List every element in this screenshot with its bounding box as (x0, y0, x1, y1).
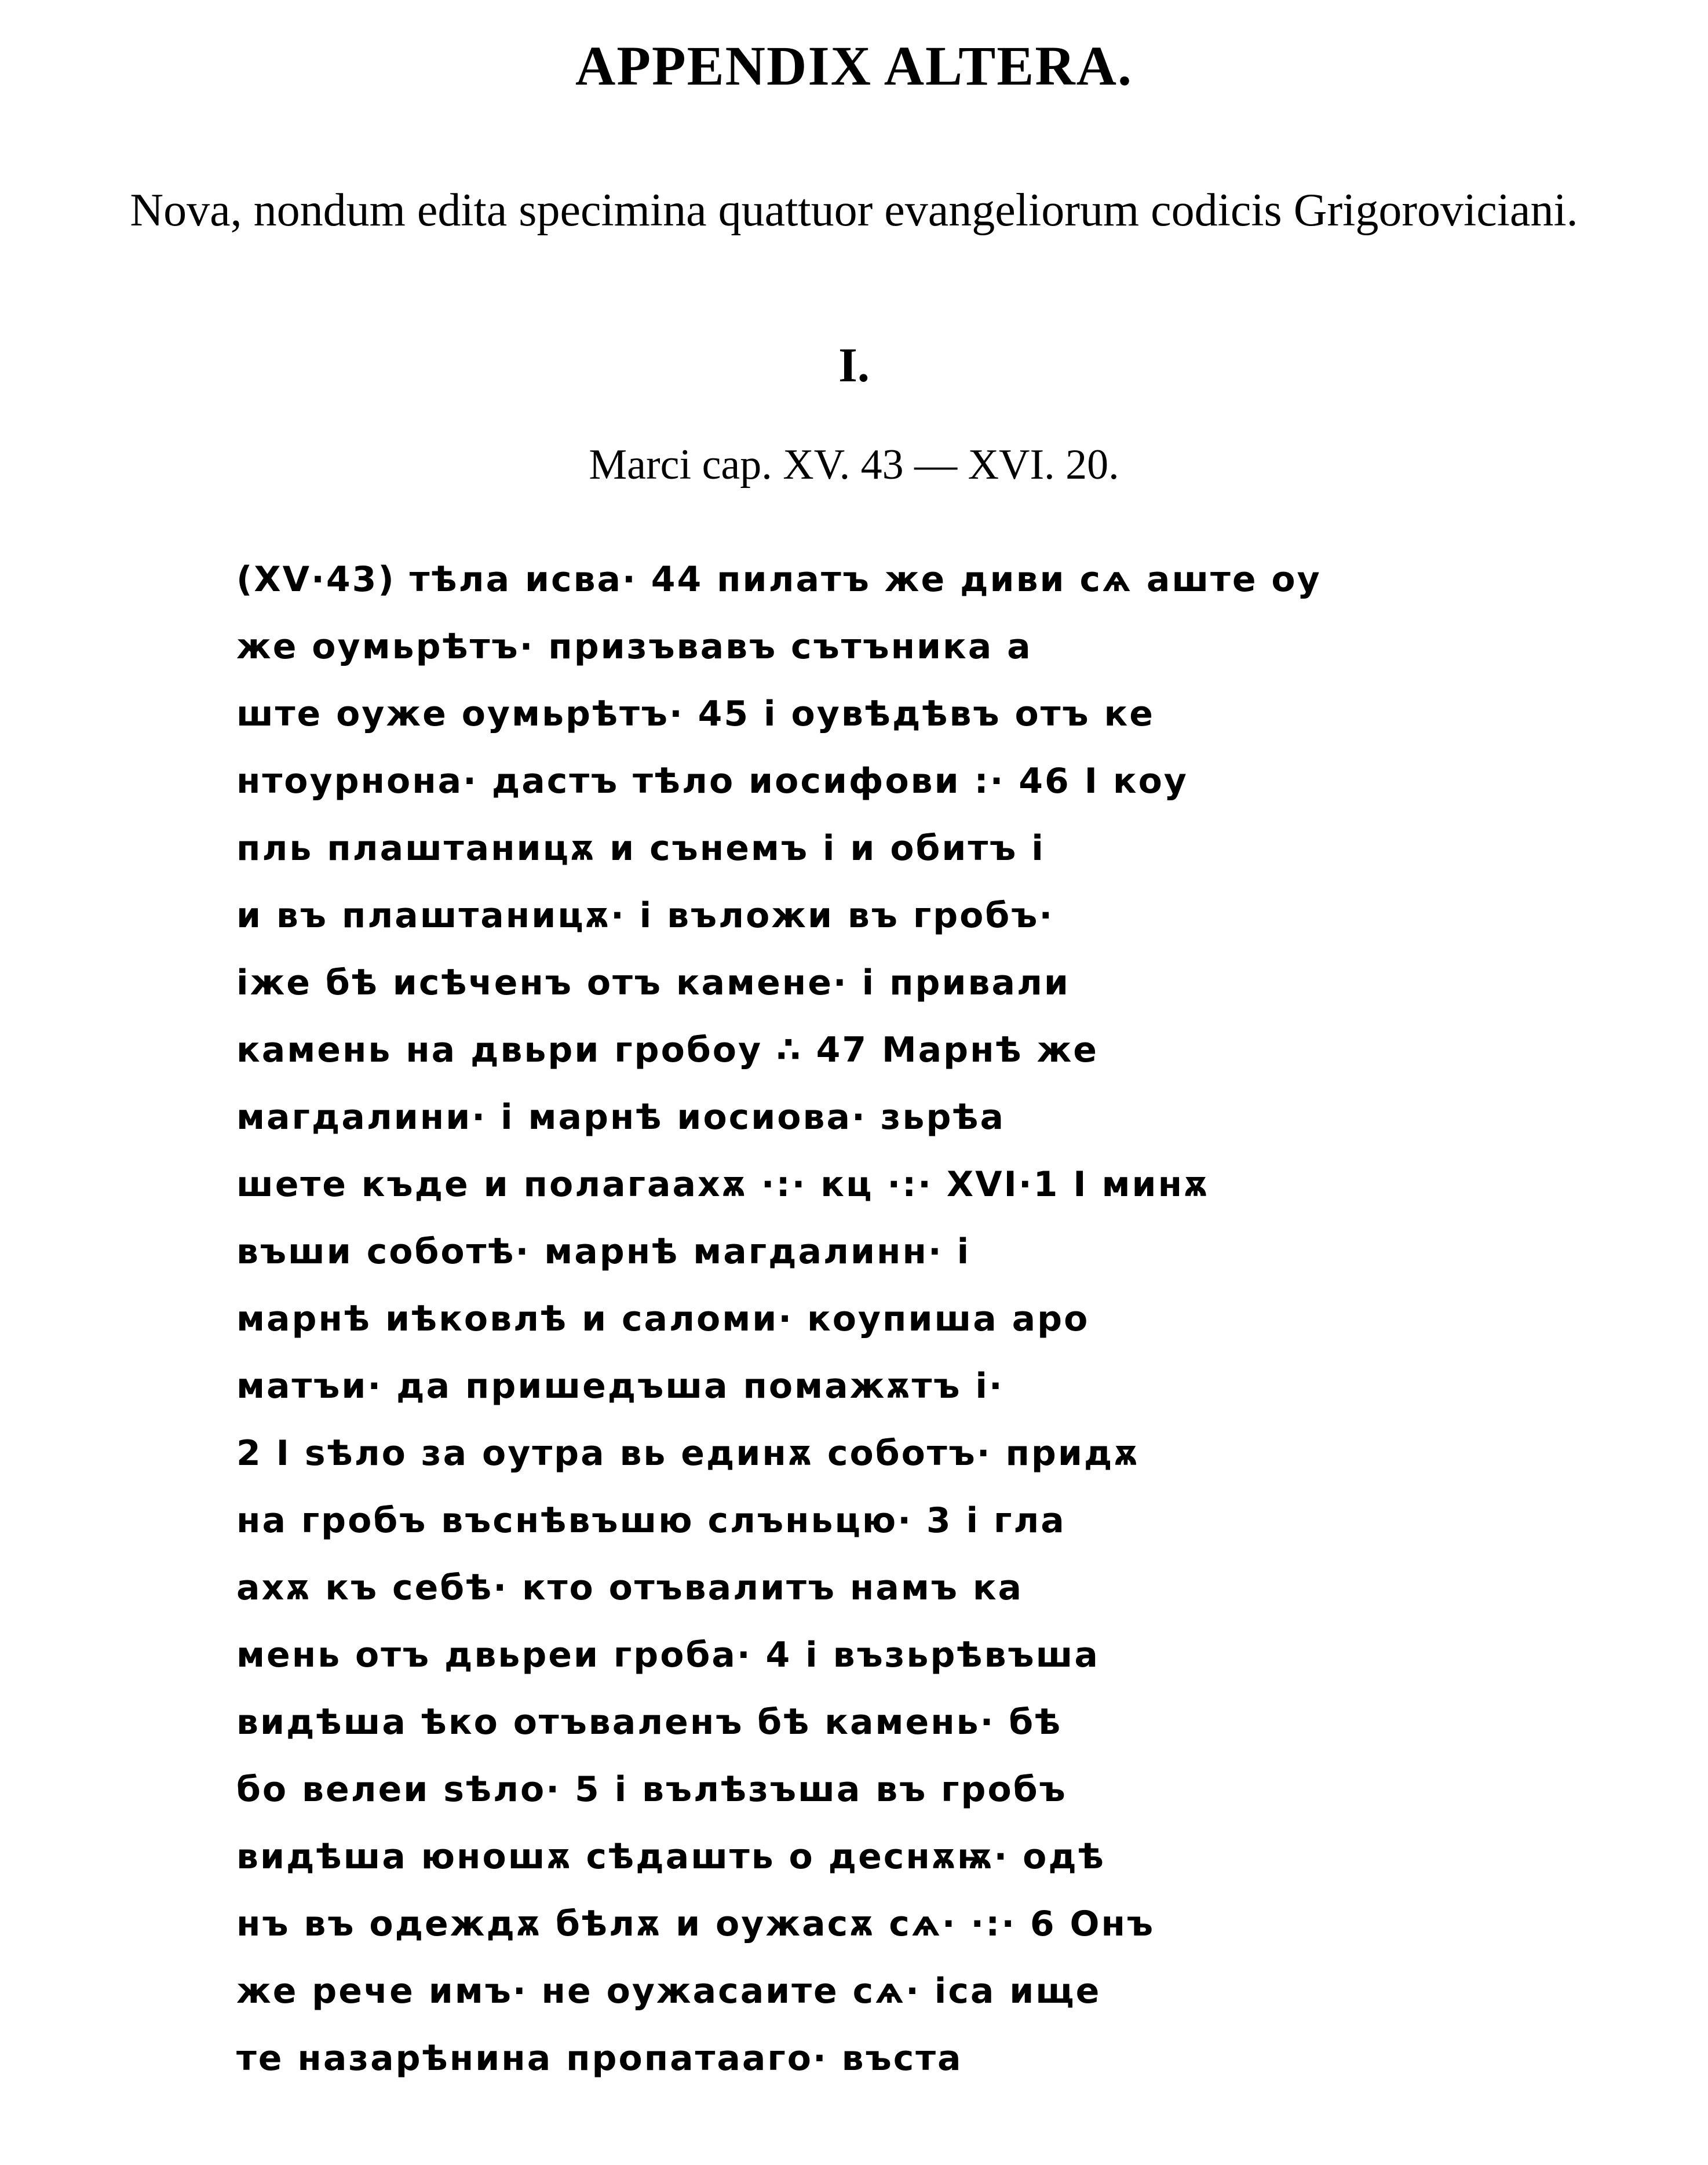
text-line: те назарѣнина пропатааго· въста (236, 2038, 963, 2079)
text-line: видѣша юношѫ сѣдашть о деснѫѭ· одѣ (236, 1836, 1105, 1877)
text-line: ште оуже оумьрѣтъ· 45 і оувѣдѣвъ отъ ке (236, 694, 1155, 734)
text-line: видѣша ѣко отъваленъ бѣ камень· бѣ (236, 1702, 1063, 1743)
text-line: и въ плаштаницѫ· і вълoжи въ гробъ· (236, 895, 1054, 936)
text-line: ахѫ къ себѣ· кто отъвалитъ намъ ка (236, 1568, 1024, 1608)
manuscript-text-block (236, 546, 1488, 2092)
text-line: іже бѣ исѣченъ отъ камене· і привали (236, 963, 1070, 1003)
text-line: марнѣ иѣковлѣ и саломи· коупиша аро (236, 1299, 1090, 1339)
text-line: пль плаштаницѫ и сънемъ і и обитъ і (236, 828, 1045, 869)
text-line: же рече имъ· не оужасаите сѧ· іса ище (236, 1971, 1101, 2011)
text-line: шете къде и полагаахѫ ·:· кц ·:· XVI·1 І минѫ (236, 1164, 1210, 1205)
text-line: въши соботѣ· марнѣ магдалинн· і (236, 1231, 971, 1272)
text-line: нъ въ одеждѫ бѣлѫ и оужасѫ сѧ· ·:· 6 Онъ (236, 1904, 1155, 1944)
page-subtitle: Nova, nondum edita specimina quattuor evangeliorum codicis Grigoroviciani. (130, 185, 1578, 236)
section-reference: Marci cap. XV. 43 — XVI. 20. (589, 441, 1119, 489)
text-line: нтоурнона· дастъ тѣло иосифови :· 46 І коу (236, 761, 1188, 801)
text-line: 2 І ѕѣло за оутра вь единѫ соботъ· придѫ (236, 1433, 1140, 1474)
text-line: камень на двьри гробоу ∴ 47 Марнѣ же (236, 1030, 1098, 1070)
text-line: бо велеи ѕѣло· 5 і вълѣзъша въ гробъ (236, 1769, 1067, 1810)
text-line: на гробъ въснѣвъшю слъньцю· 3 і гла (236, 1500, 1066, 1541)
text-line: матъи· да пришедъша помажѫтъ і· (236, 1366, 1004, 1406)
text-line: магдалини· і марнѣ иосиова· зьрѣа (236, 1097, 1006, 1138)
text-line: мень отъ двьреи гроба· 4 і възьрѣвъша (236, 1635, 1100, 1675)
text-line: (XV·43) тѣла исва· 44 пилатъ же диви сѧ аште оу (236, 559, 1322, 600)
page-title: APPENDIX ALTERA. (575, 35, 1133, 97)
section-numeral: I. (838, 338, 870, 392)
text-line: же оумьрѣтъ· призъвавъ сътъника а (236, 626, 1032, 667)
